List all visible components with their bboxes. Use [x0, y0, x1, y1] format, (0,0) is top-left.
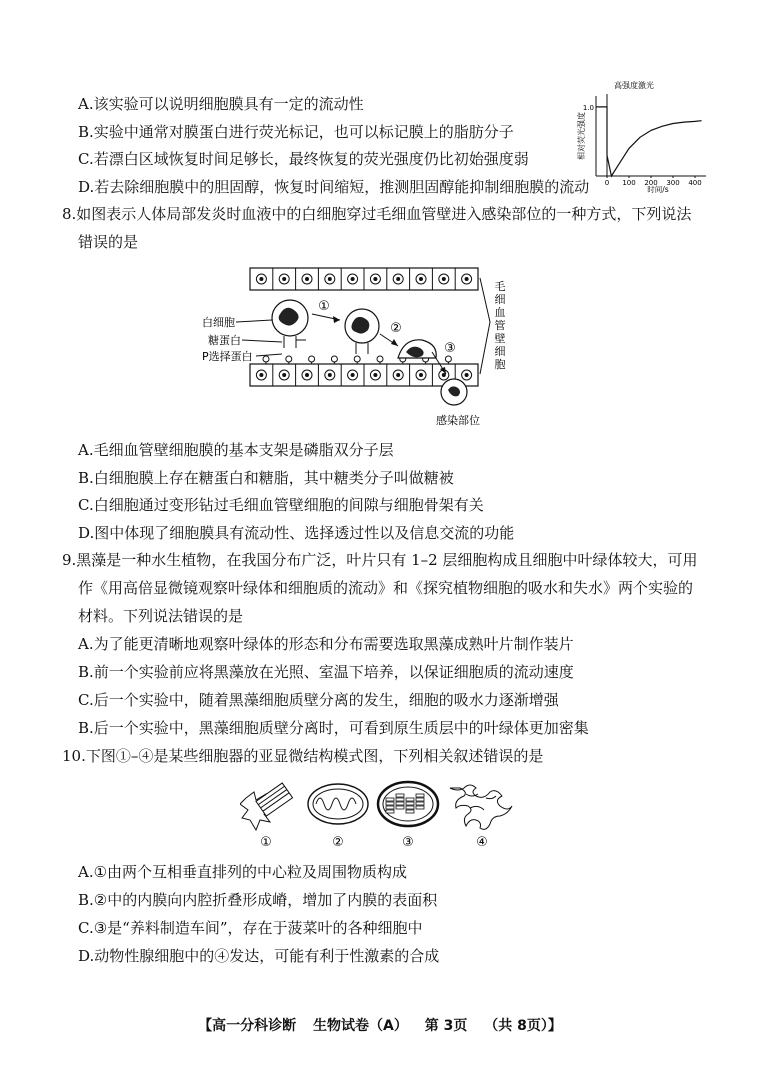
chart-ylabel: 相对荧光强度 — [577, 112, 586, 160]
top-endothelial-row — [250, 268, 478, 290]
q8-option-b: B.白细胞膜上存在糖蛋白和糖脂，其中糖类分子叫做糖被 — [78, 469, 454, 487]
q7-option-a: A.该实验可以说明细胞膜具有一定的流动性 — [78, 95, 364, 113]
q8-stem-line1: 8.如图表示人体局部发炎时血液中的白细胞穿过毛细血管壁进入感染部位的一种方式，下列说法 — [62, 205, 692, 223]
q8-option-a: A.毛细血管壁细胞膜的基本支架是磷脂双分子层 — [78, 441, 394, 459]
selectin-marker — [445, 356, 451, 362]
q9-option-c: C.后一个实验中，随着黑藻细胞质壁分离的发生，细胞的吸水力逐渐增强 — [78, 691, 559, 709]
selectin-marker — [263, 356, 269, 362]
q9-stem-line3: 材料。下列说法错误的是 — [78, 607, 244, 625]
step-3-label: ③ — [444, 341, 456, 356]
q8-option-c: C.白细胞通过变形钻过毛细血管壁细胞的间隙与细胞骨架有关 — [78, 496, 484, 514]
q8-stem-line2: 错误的是 — [78, 233, 139, 251]
leukocyte-extravasation-figure — [200, 262, 530, 432]
leukocyte-2 — [345, 309, 379, 354]
chart-title: 高强度激光 — [614, 81, 654, 90]
footer-total: （共 8页）】 — [484, 1018, 562, 1034]
label-capillary-wall-cell: 毛细血管壁细胞 — [494, 280, 506, 371]
selectin-marker — [354, 356, 360, 362]
q9-stem-line2: 作《用高倍显微镜观察叶绿体和细胞质的流动》和《探究植物细胞的吸水和失水》两个实验的 — [78, 579, 694, 597]
organelle-label-1: ① — [260, 835, 272, 850]
organelle-figure — [240, 774, 520, 852]
leukocyte-4 — [441, 379, 467, 405]
selectin-marker — [377, 356, 383, 362]
q7-option-c: C.若漂白区域恢复时间足够长，最终恢复的荧光强度仍比初始强度弱 — [78, 150, 529, 168]
q9-option-a: A.为了能更清晰地观察叶绿体的形态和分布需要选取黑藻成熟叶片制作装片 — [78, 635, 574, 653]
organelle-label-3: ③ — [402, 835, 414, 850]
footer-page: 第 3页 — [424, 1018, 468, 1034]
footer-exam: 【高一分科诊断 — [198, 1018, 297, 1034]
q10-option-d: D.动物性腺细胞中的④发达，可能有利于性激素的合成 — [78, 947, 440, 965]
chloroplast-diagram — [378, 782, 438, 826]
centrosome-diagram — [240, 783, 293, 830]
q9-option-b2: B.后一个实验中，黑藻细胞质壁分离时，可看到原生质层中的叶绿体更加密集 — [78, 719, 589, 737]
q10-option-c: C.③是“养料制造车间”，存在于菠菜叶的各种细胞中 — [78, 919, 423, 937]
series-line — [596, 107, 702, 176]
page-footer — [0, 1015, 760, 1035]
endoplasmic-reticulum-diagram — [450, 785, 512, 829]
label-glycoprotein: 糖蛋白 — [208, 334, 241, 347]
x-tick-label: 0 — [604, 179, 610, 187]
x-tick-label: 400 — [688, 179, 702, 187]
fluorescence-recovery-chart — [572, 78, 712, 196]
selectin-marker — [309, 356, 315, 362]
step-1-label: ① — [318, 299, 330, 314]
footer-subject: 生物试卷（A） — [313, 1018, 408, 1034]
organelle-label-2: ② — [332, 835, 344, 850]
q7-option-d: D.若去除细胞膜中的胆固醇，恢复时间缩短，推测胆固醇能抑制细胞膜的流动 — [78, 178, 590, 196]
label-p-selectin: P选择蛋白 — [202, 350, 253, 363]
q9-option-b: B.前一个实验前应将黑藻放在光照、室温下培养，以保证细胞质的流动速度 — [78, 663, 574, 681]
q10-stem: 10.下图①–④是某些细胞器的亚显微结构模式图，下列相关叙述错误的是 — [62, 747, 544, 765]
leukocyte-1 — [272, 300, 308, 348]
q7-option-b: B.实验中通常对膜蛋白进行荧光标记，也可以标记膜上的脂肪分子 — [78, 123, 514, 141]
selectin-marker — [286, 356, 292, 362]
step-2-label: ② — [390, 321, 402, 336]
label-leukocyte: 白细胞 — [202, 316, 235, 329]
mitochondrion-diagram — [308, 784, 368, 824]
q9-stem-line1: 9.黑藻是一种水生植物，在我国分布广泛，叶片只有 1–2 层细胞构成且细胞中叶绿体较大，可用 — [62, 551, 698, 569]
q10-option-b: B.②中的内膜向内腔折叠形成嵴，增加了内膜的表面积 — [78, 891, 438, 909]
selectin-marker — [331, 356, 337, 362]
q8-option-d: D.图中体现了细胞膜具有流动性、选择透过性以及信息交流的功能 — [78, 524, 515, 542]
y-tick-label: 1.0 — [582, 103, 594, 112]
q10-option-a: A.①由两个互相垂直排列的中心粒及周围物质构成 — [78, 863, 408, 881]
leukocyte-3 — [398, 340, 436, 358]
chart-xlabel: 时间/s — [647, 185, 669, 194]
x-tick-label: 100 — [622, 179, 636, 187]
label-infection-site: 感染部位 — [436, 414, 480, 427]
organelle-label-4: ④ — [476, 835, 488, 850]
x-tick-label: 200 — [644, 179, 658, 187]
x-tick-label: 300 — [666, 179, 680, 187]
